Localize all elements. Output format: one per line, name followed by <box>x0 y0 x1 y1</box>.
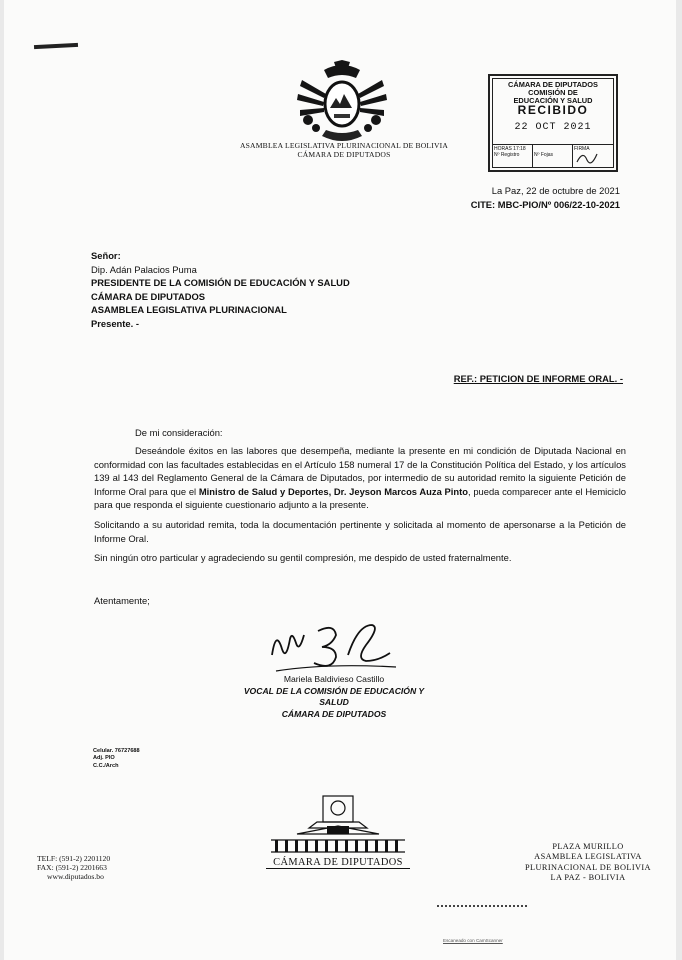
stamp-firma-cell <box>573 145 613 167</box>
body-paragraph-2: Solicitando a su autoridad remita, toda la documentación pertinente y solicitada al momento de apersonarse a la Petición de Informe Oral. <box>94 518 626 544</box>
footer-tel: TELF: (591-2) 2201120 <box>37 854 111 863</box>
p1-minister: Ministro de Salud y Deportes, Dr. Jeyson Marcos Auza Pinto <box>198 485 468 497</box>
institution-name: ASAMBLEA LEGISLATIVA PLURINACIONAL DE BOLIVIA <box>239 141 449 150</box>
closing: Atentamente; <box>94 595 150 606</box>
stamp-status: RECIBIDO <box>517 103 589 118</box>
scanner-note: Escaneado con CamScanner <box>443 938 503 943</box>
scan-mark <box>34 43 78 49</box>
stamp-commission-1: COMISIÓN DE <box>528 87 578 97</box>
stamp-org: CÁMARA DE DIPUTADOS <box>508 80 598 89</box>
footer-addr-1: PLAZA MURILLO <box>552 842 624 851</box>
meta-cc: C.C./Arch <box>93 762 119 769</box>
recipient-assembly: ASAMBLEA LEGISLATIVA PLURINACIONAL <box>91 304 287 316</box>
handwritten-signature <box>262 615 412 681</box>
meta-phone: Celular. 76727688 <box>93 748 140 754</box>
footer-fax: FAX: (591-2) 2201663 <box>37 863 107 873</box>
stamp-hora-value: 17:18 <box>513 146 526 152</box>
stamp-hora-label: HORAS <box>494 146 512 152</box>
letter-date: La Paz, 22 de octubre de 2021 <box>491 185 620 196</box>
reference-meta <box>93 748 140 770</box>
stamp-initials-icon <box>574 152 604 164</box>
stamp-commission-2: EDUCACIÓN Y SALUD <box>513 95 593 105</box>
letter-page <box>4 0 676 960</box>
stamp-fojas-cell <box>533 145 573 167</box>
stamp-nreg-label: Nº Registro <box>494 152 520 158</box>
chamber-building-logo-icon <box>267 790 409 858</box>
footer-web: www.diputados.bo <box>47 872 104 882</box>
signatory-title: VOCAL DE LA COMISIÓN DE EDUCACIÓN Y SALUD <box>243 685 425 708</box>
p1-part-b: , pueda comparecer ante el Hemiciclo para que responda el siguiente cuestionario adjunto a la presente. <box>94 485 626 511</box>
received-stamp <box>488 74 618 172</box>
bolivia-coat-of-arms-icon <box>294 60 390 144</box>
recipient-name: Dip. Adán Palacios Puma <box>91 263 197 275</box>
footer-address <box>518 842 658 884</box>
stamp-firma-label: FIRMA <box>574 146 590 152</box>
footer-logo-text: CÁMARA DE DIPUTADOS <box>266 857 410 869</box>
recipient-chamber: CÁMARA DE DIPUTADOS <box>91 290 206 302</box>
signatory-name: Mariela Baldivieso Castillo <box>283 674 385 684</box>
consideration: De mi consideración: <box>135 427 223 438</box>
salutation: Señor: <box>91 250 121 261</box>
recipient-title: PRESIDENTE DE LA COMISIÓN DE EDUCACIÓN Y SALUD <box>91 277 350 289</box>
stamp-hora-cell <box>493 145 533 167</box>
p1-part-a: Deseándole éxitos en las labores que desempeña, mediante la presente en mi condición de Diputada Nacional en conformidad con las facultades establecidas en el Artículo 158 numeral 17 de la Constitución Política del Estado, y los artículos 139 al 143 del Reglamento General de la Cámara de Diputados, por intermedio de su autoridad remito la siguiente Petición de Informe Oral para que el <box>94 445 626 497</box>
stamp-date: 22 OCT 2021 <box>514 122 592 134</box>
letter-cite: CITE: MBC-PIO/Nº 006/22-10-2021 <box>470 199 620 210</box>
stamp-fojas-label: Nº Fojas <box>534 152 554 158</box>
signatory-block <box>234 674 434 720</box>
letter-body <box>94 444 626 565</box>
recipient-block <box>91 249 350 331</box>
chamber-name: CÁMARA DE DIPUTADOS <box>297 150 391 159</box>
footer-addr-4: LA PAZ - BOLIVIA <box>550 873 626 883</box>
recipient-presente: Presente. - <box>91 317 139 329</box>
footer-addr-3: PLURINACIONAL DE BOLIVIA <box>525 862 651 872</box>
letterhead <box>226 141 462 159</box>
body-paragraph-3: Sin ningún otro particular y agradeciendo su gentil compresión, me despido de usted fraternalmente. <box>94 552 512 564</box>
reference-line: REF.: PETICION DE INFORME ORAL. - <box>453 373 623 384</box>
signatory-chamber: CÁMARA DE DIPUTADOS <box>281 708 387 719</box>
body-paragraph-1 <box>94 444 626 512</box>
scan-artifact <box>437 905 527 909</box>
meta-attach: Adj. PIO <box>93 755 115 762</box>
footer-addr-2: ASAMBLEA LEGISLATIVA <box>534 852 642 862</box>
footer-contact <box>37 854 110 882</box>
